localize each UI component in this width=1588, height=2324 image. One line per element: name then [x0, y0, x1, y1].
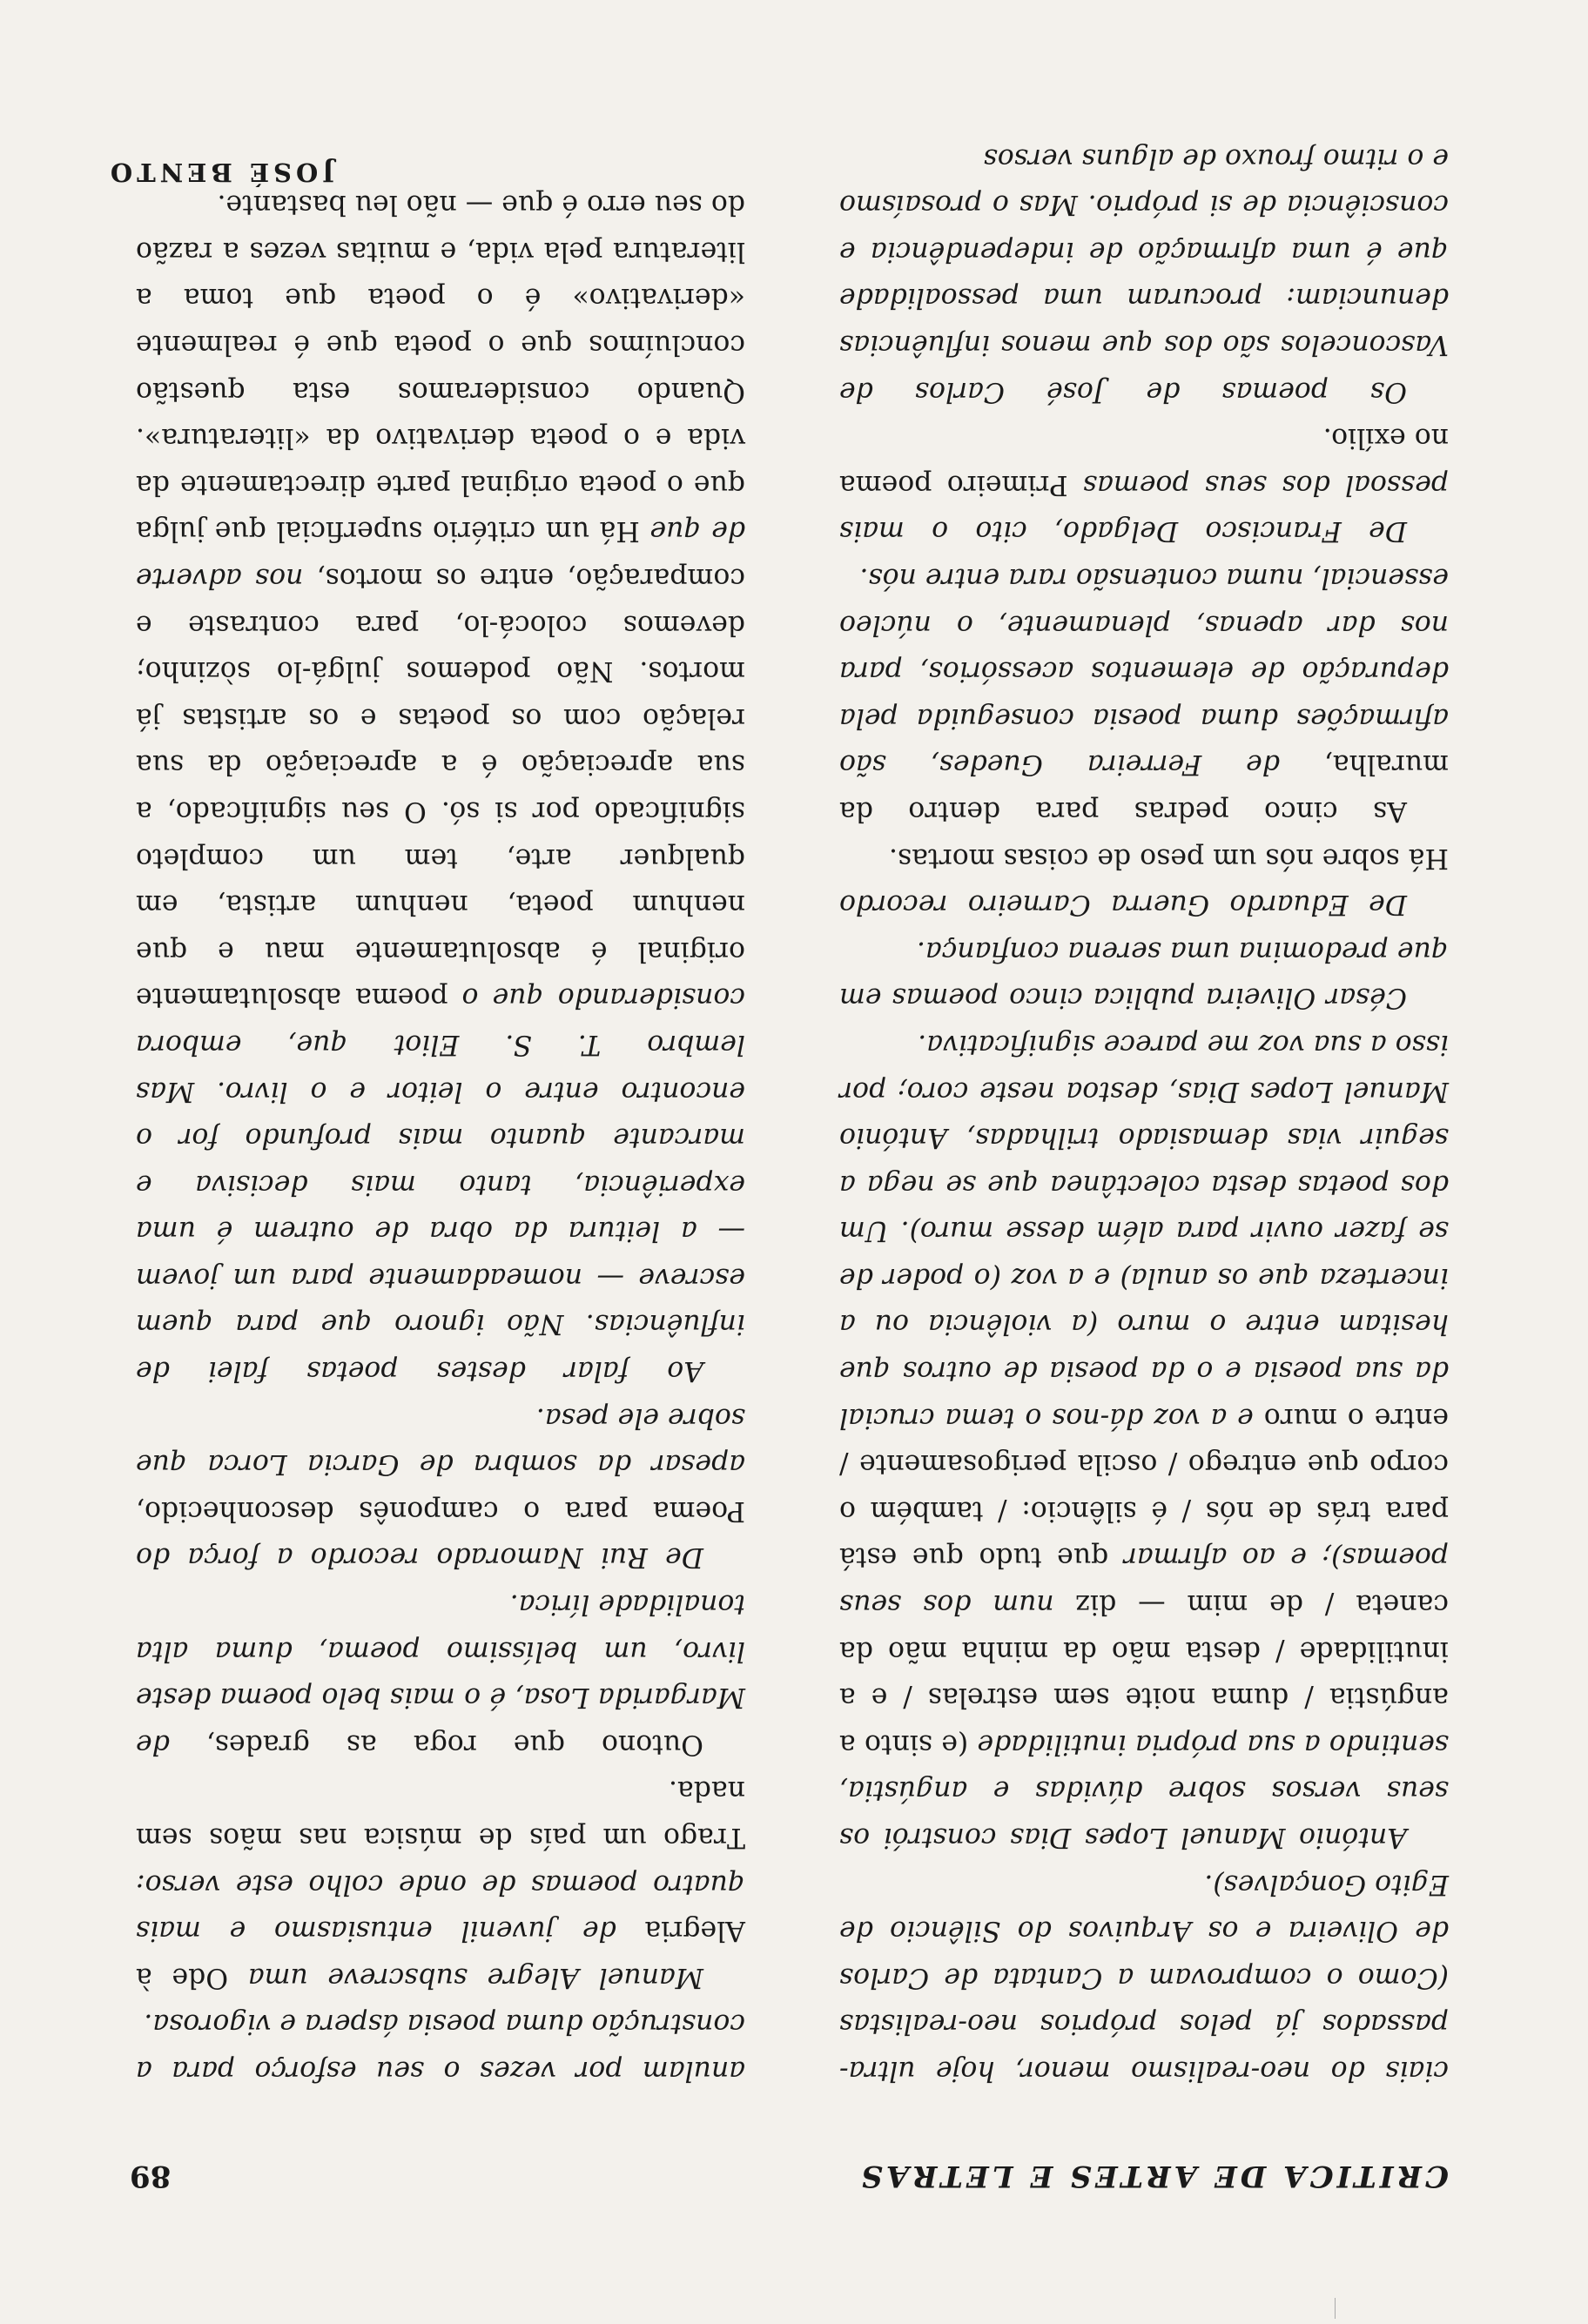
text-segment: António Manuel Lopes Dias constrói os seus versos sobre dúvidas e angústia, sentindo a sua própria inutilidade — [839, 1728, 1449, 1854]
paragraph — [839, 134, 1449, 414]
text-segment: Ode à Alegria — [136, 1915, 745, 1993]
text-segment: e a voz dá-nos o tema crucial da sua poesia e o da poesia de outros que hesitam entre o muro (a violência ou a incerteza que os anula) e a voz (o poder de se fazer ouvir para além desse muro). — [839, 1215, 1449, 1434]
page-header — [130, 2141, 1449, 2193]
text-segment: Trago um país de música nas mãos sem nada. — [136, 1775, 745, 1854]
text-segment: (e sinto a angústia / duma noite sem estrelas / e a inutilidade / desta mão da minha mão da caneta / de mim — diz — [839, 1589, 1449, 1760]
text-segment: Primeiro poema no exílio. — [839, 422, 1449, 500]
text-segment: de Margarida Losa, é o mais belo poema deste livro, um belíssimo poema, duma alta tonalidade lírica. — [136, 1589, 745, 1760]
text-segment: De Francisco Delgado, cito o mais pessoal dos seus poemas — [839, 468, 1449, 547]
author-signature: JOSÉ BENTO — [105, 158, 334, 187]
text-segment: Há sobre nós um peso de coisas mortas. — [889, 842, 1449, 874]
text-segment: poema absolutamente original é absolutamente mau e que nenhum poeta, nenhum artista, em qualquer arte, tem um completo significado por si só. O seu significado, a sua apreciação é a apreciação da sua relação com os poetas e os artistas já mortos. Não podemos julgá-lo sòzinho; devemos colocá-lo, para contraste e comparação, entre os mortos, — [136, 562, 745, 1014]
paragraph — [136, 2000, 745, 2093]
paragraph — [839, 554, 1449, 834]
paragraph — [136, 1394, 745, 1580]
text-segment: Há um critério superficial que julga que o poeta original parte directamente da vida e o poeta derivativo da «literatura». Quando consideramos esta questão concluímos que o poeta que é realmente «derivativo» é o poeta que toma a literatura pela vida, e muitas vezes a razão do seu erro é que — não leu bastante. — [136, 189, 745, 547]
scan-mark — [1335, 2298, 1336, 2319]
text-segment: Outono que roga as grades, — [169, 1728, 703, 1760]
paragraph — [839, 1860, 1449, 2093]
text-segment: De Rui Namorado recordo a força do — [136, 1541, 703, 1574]
text-segment: apesar da sombra de Garcia Lorca que sobre ele pesa. — [136, 1401, 745, 1481]
text-segment: De Eduardo Guerra Carneiro recordo — [839, 889, 1407, 921]
right-column — [136, 181, 745, 2093]
paragraph — [136, 1767, 745, 2000]
paragraph — [839, 834, 1449, 927]
paragraph — [839, 414, 1449, 554]
paragraph — [136, 1580, 745, 1766]
text-segment: César Oliveira publica cinco poemas em que predomina uma serena confiança. — [839, 935, 1449, 1014]
paragraph — [136, 181, 745, 1394]
text-segment: anulam por vezes o seu esforço para a construção duma poesia áspera e vigorosa. — [136, 2008, 745, 2086]
paragraph — [839, 1020, 1449, 1860]
running-title: CRITICA DE ARTES E LETRAS — [858, 2159, 1449, 2193]
text-segment: As cinco pedras para dentro da muralha, — [839, 749, 1449, 827]
text-segment: Ao falar destes poetas falei de influências. Não ignoro que para quem escreve — nomeadamente para um jovem — a leitura da obra de outrem é uma experiência, tanto mais decisiva e marcante quanto mais profundo for o encontro entre o leitor e o livro. Mas lembro T. S. Eliot que, embora considerando que o — [136, 982, 745, 1387]
text-segment: num dos seus poemas); e ao afirmar — [838, 1541, 1449, 1621]
text-segment: Poema para o camponês desconhecido, — [136, 1494, 745, 1527]
text-segment: Um dos poetas desta colectânea que se nega a seguir vias demasiado trilhadas, António Manuel Lopes Dias, destoa neste coro; por isso a sua voz me parece significativa. — [839, 1028, 1449, 1247]
text-segment: de Ferreira Guedes, são afirmações duma poesia conseguida pela depuração de elementos acessórios, para nos dar apenas, plenamente, o núcleo essencial, numa contensão rara entre nós. — [839, 562, 1449, 781]
text-segment: Manuel Alegre subscreve uma — [228, 1961, 703, 1993]
page-number: 89 — [130, 2159, 172, 2193]
text-segment: ciais do neo-realismo menor, hoje ultra-passados já pelos próprios neo-realistas (Como o comprovam a Cantata de Carlos de Oliveira e os Arquivos do Silêncio de Egito Gonçalves). — [839, 1868, 1449, 2086]
paragraph — [839, 927, 1449, 1020]
text-segment: nos adverte de que — [136, 515, 745, 594]
text-segment: que tudo que está para trás de nós / é silêncio: / também o corpo que entrego / oscila perigosamente / entre o muro — [839, 1401, 1449, 1574]
left-column — [839, 134, 1449, 2093]
text-segment: de juvenil entusiasmo e mais quatro poemas de onde colho este verso: — [136, 1868, 745, 1947]
text-segment: Os poemas de José Carlos de Vasconcelos são dos que menos influências denunciam: procuram uma pessoalidade que é uma afirmação de independência e consciência de si próprio. Mas o prosaísmo e o ritmo frouxo de alguns versos — [839, 142, 1449, 407]
